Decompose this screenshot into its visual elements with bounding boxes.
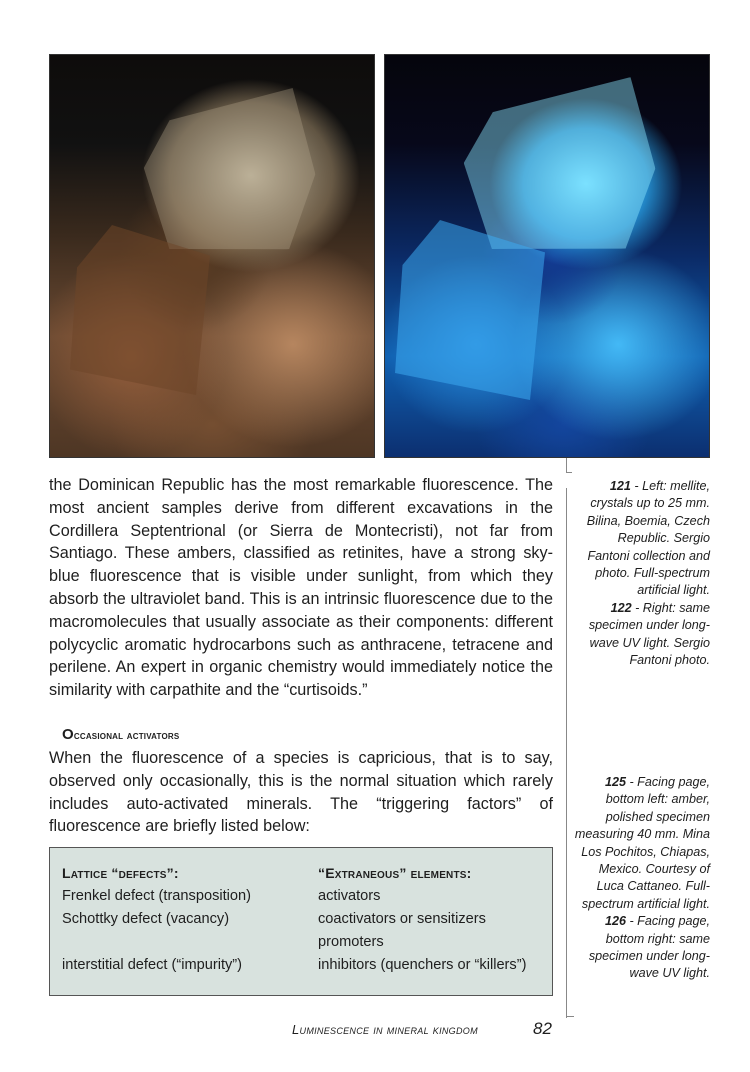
list-spacer — [62, 931, 251, 954]
extraneous-elements-heading: “Extraneous” elements: — [318, 865, 472, 881]
caption-divider-tick — [566, 1016, 574, 1017]
list-item: coactivators or sensitizers — [318, 911, 486, 927]
caption-number: 126 — [604, 914, 626, 929]
body-paragraph-amber: the Dominican Republic has the most remarkable fluorescence. The most ancient samples derive from different excavations in the Cordillera Septentrional (or Sierra de Montecristi), not far from Santiago. These ambers, classified as retinites, have a strong sky-blue fluorescence that is visible under sunlight, from which they absorb the ultraviolet band. This is an intrinsic fluorescence due to the macromolecules that usually associate as their components: different polycyclic aromatic hydrocarbons such as anthracene, tetracene and perilene. An expert in organic chemistry would immediately notice the similarity with carpathite and the “curtisoids.” — [49, 476, 553, 700]
photo-mellite-uv — [384, 54, 710, 458]
crystal-face — [137, 87, 323, 264]
caption-text: - Right: same specimen under long-wave UV light. Sergio Fantoni photo. — [588, 600, 710, 668]
list-item: Schottky defect (vacancy) — [62, 911, 230, 927]
crystal-face — [70, 225, 210, 395]
body-paragraph-activators: When the fluorescence of a species is capricious, that is to say, observed only occasionally, this is the normal situation which rarely includes auto-activated minerals. The “triggering factors” of fluorescence are briefly listed below: — [49, 749, 553, 836]
page-number: 82 — [533, 1019, 552, 1038]
running-footer-title: Luminescence in mineral kingdom — [292, 1022, 478, 1037]
list-item: interstitial defect (“impurity”) — [62, 957, 243, 973]
caption-121-122 — [574, 478, 710, 669]
caption-divider-tick — [566, 472, 572, 473]
list-item: promoters — [318, 934, 384, 950]
lattice-defects-heading: Lattice “defects”: — [62, 865, 179, 881]
photo-mellite-full-spectrum — [49, 54, 375, 458]
list-item: inhibitors (quenchers or “killers”) — [318, 957, 527, 973]
caption-number: 121 — [609, 479, 631, 493]
caption-divider — [566, 458, 567, 472]
triggering-factors-box — [49, 847, 553, 996]
list-item: activators — [318, 888, 381, 904]
caption-number: 125 — [604, 775, 626, 789]
lattice-defects-column — [62, 862, 251, 977]
caption-number: 122 — [610, 600, 632, 615]
section-heading: Occasional activators — [62, 726, 180, 743]
caption-text: - Facing page, bottom right: same specimen under long-wave UV light. — [588, 914, 710, 981]
caption-text: - Facing page, bottom left: amber, polished specimen measuring 40 mm. Mina Los Pochitos, Chiapas, Mexico. Courtesy of Luca Cattaneo. Full-spectrum artificial light. — [574, 775, 710, 911]
caption-text: - Left: mellite, crystals up to 25 mm. Bilina, Boemia, Czech Republic. Sergio Fantoni collection and photo. Full-spectrum artificial light. — [586, 479, 710, 598]
crystal-face — [395, 220, 545, 400]
caption-divider — [566, 488, 567, 1018]
extraneous-elements-column — [318, 862, 526, 977]
caption-125-126 — [574, 774, 710, 983]
list-item: Frenkel defect (transposition) — [62, 888, 251, 904]
